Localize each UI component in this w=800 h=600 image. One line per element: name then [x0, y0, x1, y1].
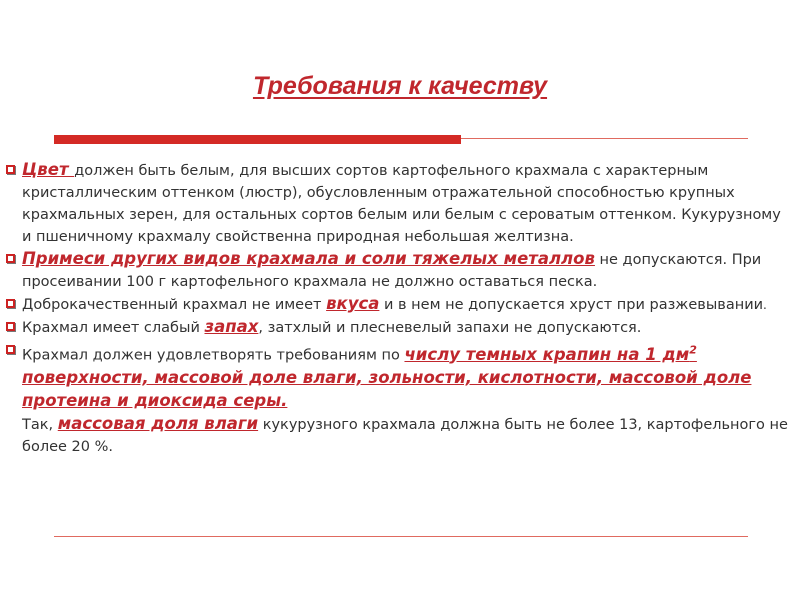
item-text: Крахмал имеет слабый [22, 320, 205, 336]
slide-content [0, 159, 790, 458]
highlight-smell: запах [204, 317, 259, 336]
item-text: не допускаются. При просеивании 100 г картофельного крахмала не должно оставаться песка. [22, 252, 762, 290]
item-text: Крахмал должен удовлетворять требованиям по [22, 347, 405, 364]
checkbox-bullet-icon [6, 322, 15, 331]
list-item-smell [0, 316, 790, 339]
item-text: должен быть белым, для высших сортов картофельного крахмала с характерным кристаллическим оттенком (люстр), обусловленным отражательной способностью крупных крахмальных зерен, для остальных сортов белым или белым с сероватым оттенком. Кукурузному и пшеничному крахмалу свойственна природная небольшая желтизна. [22, 163, 781, 245]
slide-title: Требования к качеству [252, 72, 548, 100]
list-item-impurities [0, 248, 790, 293]
title-divider-thick [54, 135, 461, 144]
list-item-requirements [0, 339, 790, 413]
highlight-color: Цвет [22, 160, 75, 179]
bottom-divider [54, 536, 748, 537]
checkbox-bullet-icon [6, 299, 15, 308]
note-text: Так, [22, 416, 58, 433]
item-text: Доброкачественный крахмал не имеет [22, 297, 327, 313]
superscript-2: 2 [689, 343, 697, 356]
highlight-requirements-a: числу темных крапин на 1 дм [404, 344, 690, 364]
checkbox-bullet-icon [6, 254, 15, 263]
item-text-end: . [763, 298, 767, 312]
note-paragraph [0, 413, 790, 458]
checkbox-bullet-icon [6, 345, 15, 354]
highlight-taste: вкуса [326, 294, 380, 313]
highlight-moisture: массовая доля влаги [57, 413, 259, 433]
highlight-requirements-b: поверхности, массовой доле влаги, зольности, кислотности, массовой доле протеина и диоксида серы. [22, 367, 752, 410]
item-text: и в нем не допускается хруст при разжевывании [379, 297, 764, 313]
list-item-taste [0, 293, 790, 316]
highlight-impurities: Примеси других видов крахмала и соли тяжелых металлов [22, 249, 595, 268]
checkbox-bullet-icon [6, 165, 15, 174]
list-item-color [0, 159, 790, 248]
note-text: кукурузного крахмала должна быть не более 13, картофельного не более 20 %. [22, 416, 788, 455]
item-text: , затхлый и плесневелый запахи не допускаются. [258, 320, 642, 336]
